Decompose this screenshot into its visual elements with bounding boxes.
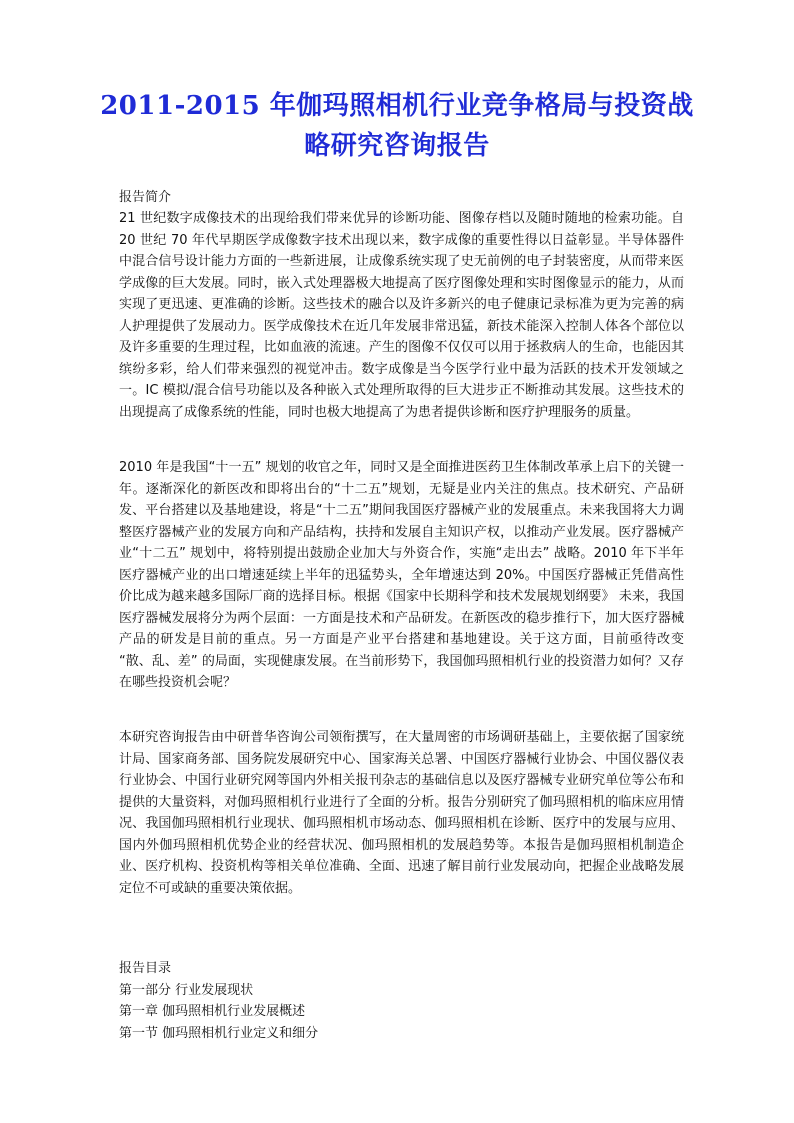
paragraph-text: 21 世纪数字成像技术的出现给我们带来优异的诊断功能、图像存档以及随时随地的检索功能。自 20 世纪 70 年代早期医学成像数字技术出现以来，数字成像的重要性得以日益彰显。半导体器件中混合信号设计能力方面的一些新进展，让成像系统实现了史无前例的电子封装密度，从而带来医学成像的巨大发展。同时，嵌入式处理器极大地提高了医疗图像处理和实时图像显示的能力，从而实现了更迅速、更准确的诊断。这些技术的融合以及许多新兴的电子健康记录标准为更为完善的病人护理提供了发展动力。医学成像技术在近几年发展非常迅猛，新技术能深入控制人体各个部位以及许多重要的生理过程，比如血液的流速。产生的图像不仅仅可以用于拯救病人的生命，也能因其缤纷多彩，给人们带来强烈的视觉冲击。数字成像是当今医学行业中最为活跃的技术开发领域之一。IC 模拟/混合信号功能以及各种嵌入式处理所取得的巨大进步正不断推动其发展。这些技术的出现提高了成像系统的性能，同时也极大地提高了为患者提供诊断和医疗护理服务的质量。 [119,211,684,420]
intro-paragraph-2 [119,457,684,694]
toc-heading: 报告目录 [119,961,172,976]
toc-item-section-1: 第一节 伽玛照相机行业定义和细分 [119,1025,319,1041]
toc-item-part-1: 第一部分 行业发展现状 [119,982,254,998]
report-title: 2011-2015 年伽玛照相机行业竞争格局与投资战略研究咨询报告 [100,91,694,161]
paragraph-text: 2010 年是我国“十一五” 规划的收官之年，同时又是全面推进医药卫生体制改革承上启下的关键一年。逐渐深化的新医改和即将出台的“十二五”规划，无疑是业内关注的焦点。技术研究、产品研发、平台搭建以及基地建设，将是“十二五”期间我国医疗器械产业的发展重点。未来我国将大力调整医疗器械产业的发展方向和产品结构，扶持和发展自主知识产权，以推动产业发展。医疗器械产业“十二五” 规划中，将特别提出鼓励企业加大与外资合作，实施“走出去” 战略。2010 年下半年医疗器械产业的出口增速延续上半年的迅猛势头，全年增速达到 20%。中国医疗器械正凭借高性价比成为越来越多国际厂商的选择目标。根据《国家中长期科学和技术发展规划纲要》 未来，我国医疗器械发展将分为两个层面：一方面是技术和产品研发。在新医改的稳步推行下，加大医疗器械产品的研发是目前的重点。另一方面是产业平台搭建和基地建设。关于这方面，目前亟待改变 “散、乱、差” 的局面，实现健康发展。在当前形势下，我国伽玛照相机行业的投资潜力如何？又存在哪些投资机会呢？ [119,460,684,690]
toc-item-chapter-1: 第一章 伽玛照相机行业发展概述 [119,1004,306,1019]
table-of-contents [119,958,684,1044]
paragraph-text: 本研究咨询报告由中研普华咨询公司领衔撰写，在大量周密的市场调研基础上，主要依据了国家统计局、国家商务部、国务院发展研究中心、国家海关总署、中国医疗器械行业协会、中国仪器仪表行业协会、中国行业研究网等国内外相关报刊杂志的基础信息以及医疗器械专业研究单位等公布和提供的大量资料，对伽玛照相机行业进行了全面的分析。报告分别研究了伽玛照相机的临床应用情况、我国伽玛照相机行业现状、伽玛照相机市场动态、伽玛照相机在诊断、医疗中的发展与应用、国内外伽玛照相机优势企业的经营状况、伽玛照相机的发展趋势等。本报告是伽玛照相机制造企业、医疗机构、投资机构等相关单位准确、全面、迅速了解目前行业发展动向，把握企业战略发展定位不可或缺的重要决策依据。 [119,730,684,896]
intro-paragraph-1 [119,208,684,423]
intro-paragraph-3 [119,727,684,899]
intro-heading: 报告简介 [119,190,172,205]
